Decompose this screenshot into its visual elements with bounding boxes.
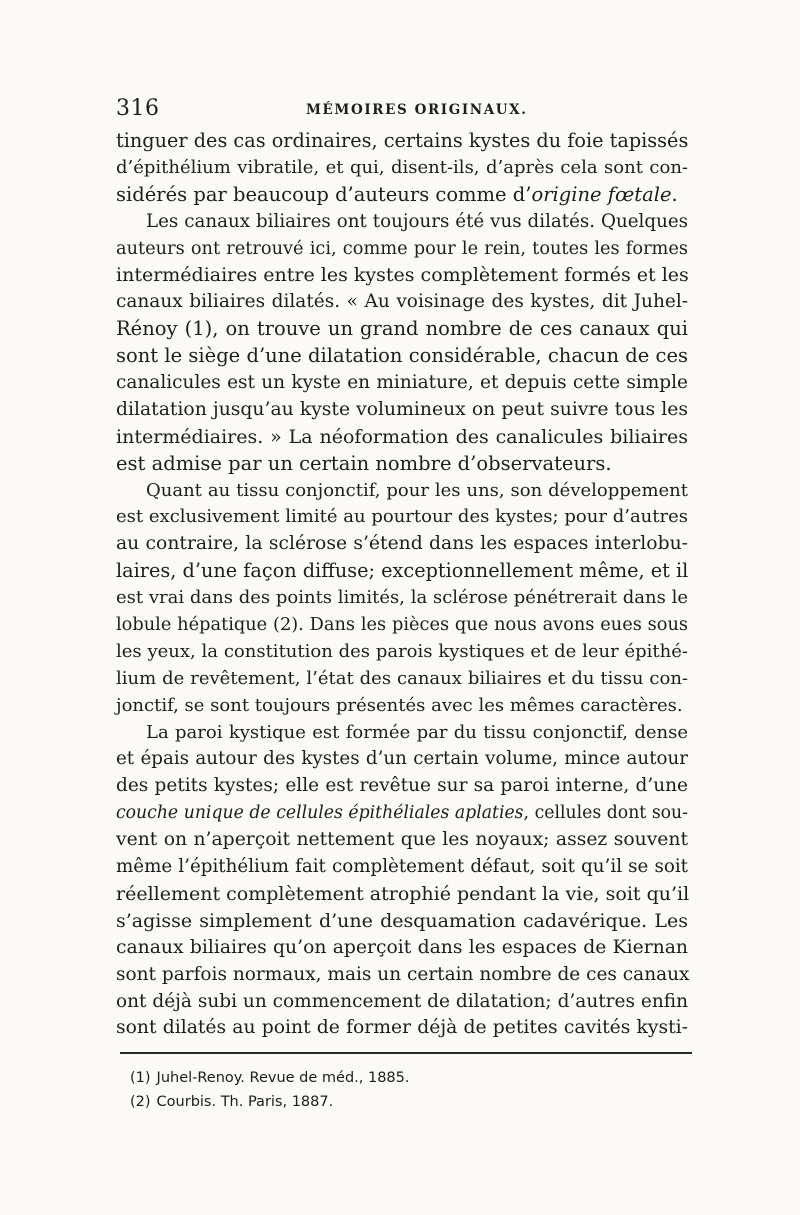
text-line: les yeux, la constitution des parois kystiques et de leur épithé- [116,640,688,662]
footnote-mark: (2) [130,1094,151,1110]
footnote-mark: (1) [130,1070,151,1086]
footnote-divider [120,1052,692,1054]
text-line: jonctif, se sont toujours présentés avec les mêmes caractères. [116,694,683,716]
body-text [116,128,688,1042]
text-line: auteurs ont retrouvé ici, comme pour le rein, toutes les formes [116,238,688,259]
text-line: dilatation jusqu’au kyste volumineux on peut suivre tous les [116,398,688,420]
text-line: sont le siège d’une dilatation considérable, chacun de ces [116,344,688,368]
text-line: sont dilatés au point de former déjà de petites cavités kysti- [116,1017,688,1039]
text-line: Quant au tissu conjonctif, pour les uns, son développement [146,479,688,501]
text-line: au contraire, la sclérose s’étend dans les espaces interlobu- [116,533,688,555]
text-line: sidérés par beaucoup d’auteurs comme d’origine fœtale. [116,182,678,206]
text-line: est vrai dans des points limités, la sclérose pénétrerait dans le [116,587,688,609]
text-line: Rénoy (1), on trouve un grand nombre de ces canaux qui [116,317,688,341]
text-line: et épais autour des kystes d’un certain volume, mince autour [116,748,688,770]
footnote [130,1066,670,1090]
footnote [130,1090,670,1114]
text-line: lobule hépatique (2). Dans les pièces que nous avons eues sous [116,615,688,636]
text-line: canaux biliaires dilatés. « Au voisinage des kystes, dit Juhel- [116,291,688,313]
page-header [116,96,688,126]
text-line: couche unique de cellules épithéliales aplaties, cellules dont sou- [116,803,688,824]
text-line: réellement complètement atrophié pendant la vie, soit qu’il [116,882,690,905]
footnote-text: Courbis. Th. Paris, 1887. [156,1094,334,1110]
text-line: Les canaux biliaires ont toujours été vus dilatés. Quelques [146,210,688,232]
footnotes [130,1066,670,1114]
text-line: intermédiaires entre les kystes complètement formés et les [116,264,689,287]
text-line: canaux biliaires qu’on aperçoit dans les espaces de Kiernan [116,936,688,958]
text-line: d’épithélium vibratile, et qui, disent-ils, d’après cela sont con- [116,156,688,178]
text-line: même l’épithélium fait complètement défaut, soit qu’il se soit [116,856,688,878]
footnote-text: Juhel-Renoy. Revue de méd., 1885. [156,1070,410,1086]
text-line: vent on n’aperçoit nettement que les noyaux; assez souvent [116,829,688,851]
text-line: tinguer des cas ordinaires, certains kystes du foie tapissés [116,129,689,152]
text-line: La paroi kystique est formée par du tissu conjonctif, dense [146,721,688,743]
text-line: est exclusivement limité au pourtour des kystes; pour d’autres [116,506,688,528]
running-title: MÉMOIRES ORIGINAUX. [306,102,528,118]
text-line: sont parfois normaux, mais un certain nombre de ces canaux [116,963,690,985]
text-line: s’agisse simplement d’une desquamation cadavérique. Les [116,909,688,932]
text-line: des petits kystes; elle est revêtue sur sa paroi interne, d’une [116,775,688,797]
text-line: lium de revêtement, l’état des canaux biliaires et du tissu con- [116,667,688,689]
text-line: est admise par un certain nombre d’observateurs. [116,451,612,475]
text-line: intermédiaires. » La néoformation des canalicules biliaires [116,425,688,448]
text-line: ont déjà subi un commencement de dilatation; d’autres enfin [116,990,688,1012]
text-line: canalicules est un kyste en miniature, et depuis cette simple [116,372,688,394]
page-number: 316 [116,96,160,121]
text-line: laires, d’une façon diffuse; exceptionnellement même, et il [116,559,689,583]
